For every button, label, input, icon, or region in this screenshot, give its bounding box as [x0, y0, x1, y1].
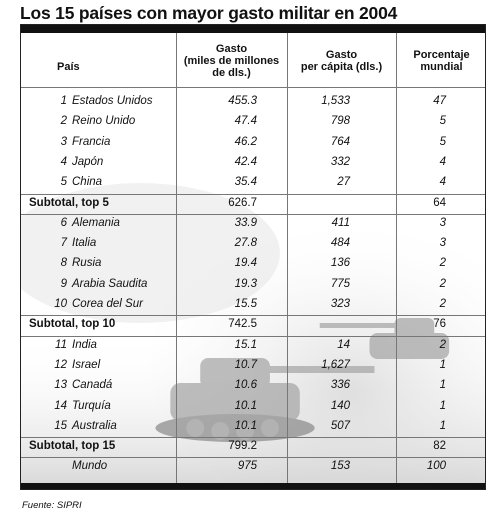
rank-cell: 7 [60, 237, 67, 250]
header-pc-line2: per cápita (dls.) [300, 61, 383, 73]
table-row [21, 234, 485, 254]
percentage-cell: 4 [439, 155, 446, 168]
gasto-cell: 19.3 [234, 277, 257, 290]
gasto-cell: 10.6 [234, 379, 257, 392]
header-gasto [176, 43, 287, 79]
gasto-cell: 742.5 [228, 318, 257, 331]
percentage-cell: 2 [439, 277, 446, 290]
gasto-cell: 626.7 [228, 196, 257, 209]
gasto-cell: 46.2 [234, 135, 257, 148]
percentage-cell: 1 [439, 419, 446, 432]
table-row [21, 295, 485, 315]
top-bar [21, 25, 485, 33]
table-row [21, 376, 485, 396]
header-gasto-line2: (miles de millones [183, 55, 280, 67]
subtotal-label: Subtotal, top 5 [29, 196, 109, 209]
rank-cell: 13 [54, 379, 67, 392]
source-note: Fuente: SIPRI [22, 500, 82, 511]
table-row [21, 356, 485, 376]
country-cell: Francia [72, 135, 111, 148]
header-rule [21, 87, 485, 88]
percentage-cell: 2 [439, 338, 446, 351]
header-pct-line1: Porcentaje [413, 49, 470, 61]
gasto-cell: 33.9 [234, 216, 257, 229]
rank-cell: 4 [60, 155, 67, 168]
gasto-cell: 15.1 [234, 338, 257, 351]
per-capita-cell: 764 [330, 135, 350, 148]
gasto-cell: 27.8 [234, 237, 257, 250]
per-capita-cell: 798 [330, 115, 350, 128]
row-rule [21, 437, 485, 438]
subtotal-label: Subtotal, top 15 [29, 440, 116, 453]
country-cell: Rusia [72, 257, 102, 270]
table-row [21, 417, 485, 437]
gasto-cell: 15.5 [234, 298, 257, 310]
gasto-cell: 10.7 [234, 358, 257, 371]
gasto-cell: 975 [237, 460, 257, 473]
percentage-cell: 2 [439, 298, 446, 310]
table-row [21, 173, 485, 193]
table-row [21, 214, 485, 234]
subtotal-row [21, 437, 485, 457]
gasto-cell: 42.4 [234, 155, 257, 168]
header-pct-line2: mundial [420, 61, 463, 73]
table-row [21, 254, 485, 274]
per-capita-cell: 27 [337, 176, 350, 189]
country-cell: Mundo [72, 460, 108, 473]
gasto-cell: 10.1 [234, 419, 257, 432]
per-capita-cell: 336 [330, 379, 350, 392]
percentage-cell: 64 [433, 196, 446, 209]
rank-cell: 5 [60, 176, 67, 189]
percentage-cell: 47 [433, 95, 446, 107]
rank-cell: 2 [60, 115, 67, 128]
per-capita-cell: 1,627 [321, 358, 350, 371]
percentage-cell: 2 [439, 257, 446, 270]
header-pc-line1: Gasto [325, 49, 358, 61]
header-gasto-line3: de dls.) [212, 67, 251, 79]
per-capita-cell: 484 [330, 237, 350, 250]
percentage-cell: 1 [439, 399, 446, 412]
table-title: Los 15 países con mayor gasto militar en 2004 [20, 3, 398, 23]
country-cell: Japón [72, 155, 104, 168]
per-capita-cell: 411 [331, 216, 350, 229]
rank-cell: 12 [54, 358, 67, 371]
country-cell: Reino Unido [72, 115, 136, 128]
country-cell: Arabia Saudita [72, 277, 148, 290]
percentage-cell: 5 [439, 115, 446, 128]
gasto-cell: 19.4 [234, 257, 257, 270]
per-capita-cell: 140 [330, 399, 350, 412]
per-capita-cell: 323 [330, 298, 350, 310]
country-cell: Italia [72, 237, 97, 250]
country-cell: Israel [72, 358, 101, 371]
rank-cell: 8 [60, 257, 67, 270]
gasto-cell: 10.1 [234, 399, 257, 412]
table-row [21, 397, 485, 417]
rank-cell: 10 [54, 298, 67, 310]
country-cell: Corea del Sur [72, 298, 143, 310]
subtotal-row [21, 315, 485, 335]
country-cell: Turquía [72, 399, 111, 412]
percentage-cell: 5 [439, 135, 446, 148]
rank-cell: 14 [54, 399, 67, 412]
table-row [21, 336, 485, 356]
row-rule [21, 194, 485, 195]
gasto-cell: 47.4 [234, 115, 257, 128]
header-percentage [396, 49, 486, 73]
row-rule [21, 315, 485, 316]
subtotal-row [21, 194, 485, 214]
rank-cell: 6 [60, 216, 67, 229]
rank-cell: 3 [60, 135, 67, 148]
table-row [21, 275, 485, 295]
table-row [21, 457, 485, 477]
country-cell: Estados Unidos [72, 95, 153, 107]
table-row [21, 112, 485, 132]
country-cell: Australia [72, 419, 117, 432]
gasto-cell: 455.3 [228, 95, 257, 107]
table-row [21, 153, 485, 173]
per-capita-cell: 775 [330, 277, 350, 290]
percentage-cell: 1 [439, 358, 446, 371]
percentage-cell: 3 [439, 237, 446, 250]
rank-cell: 15 [54, 419, 67, 432]
percentage-cell: 3 [439, 216, 446, 229]
table-frame [20, 24, 486, 490]
percentage-cell: 76 [433, 318, 446, 331]
per-capita-cell: 153 [330, 460, 350, 473]
percentage-cell: 82 [433, 440, 446, 453]
header-per-capita [287, 49, 396, 73]
header-country: País [57, 61, 80, 73]
subtotal-label: Subtotal, top 10 [29, 318, 116, 331]
country-cell: Alemania [72, 216, 120, 229]
percentage-cell: 4 [439, 176, 446, 189]
gasto-cell: 35.4 [234, 176, 257, 189]
per-capita-cell: 1,533 [321, 95, 350, 107]
header-gasto-line1: Gasto [215, 43, 248, 55]
rank-cell: 11 [55, 338, 67, 351]
per-capita-cell: 136 [330, 257, 350, 270]
percentage-cell: 100 [426, 460, 446, 473]
rank-cell: 1 [60, 95, 67, 107]
bottom-bar [21, 483, 485, 489]
rank-cell: 9 [60, 277, 67, 290]
country-cell: India [72, 338, 97, 351]
table-row [21, 92, 485, 112]
table-row [21, 133, 485, 153]
gasto-cell: 799.2 [228, 440, 257, 453]
country-cell: China [72, 176, 103, 189]
per-capita-cell: 507 [330, 419, 350, 432]
per-capita-cell: 14 [337, 338, 350, 351]
country-cell: Canadá [72, 379, 113, 392]
per-capita-cell: 332 [330, 155, 350, 168]
percentage-cell: 1 [439, 379, 446, 392]
